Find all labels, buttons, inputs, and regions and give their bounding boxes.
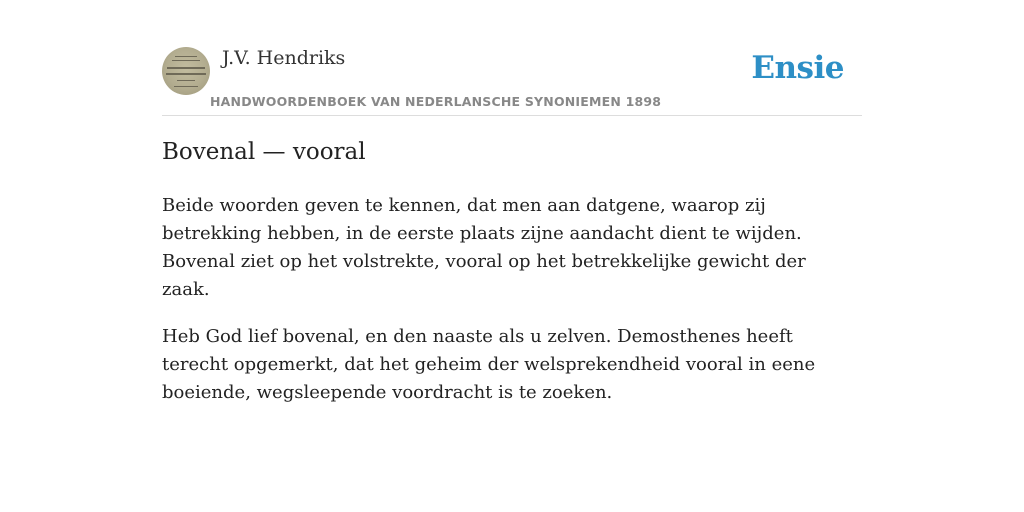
entry-header — [162, 44, 862, 116]
entry-paragraph: Heb God lief bovenal, en den naaste als u zelven. Demosthenes heeft terecht opgemerkt, dat het geheim der welsprekendheid vooral in eene boeiende, wegsleepende voordracht is te zoeken. — [162, 325, 816, 403]
entry-body — [162, 192, 852, 425]
brand-logo[interactable]: Ensie — [751, 50, 844, 86]
author-name[interactable]: J.V. Hendriks — [222, 47, 346, 69]
entry-title: Bovenal — vooral — [162, 139, 366, 165]
source-title[interactable]: HANDWOORDENBOEK VAN NEDERLANSCHE SYNONIEMEN 1898 — [210, 94, 662, 109]
entry-paragraph: Beide woorden geven te kennen, dat men aan datgene, waarop zij betrekking hebben, in de eerste plaats zijne aandacht dient te wijden. Bovenal ziet op het volstrekte, vooral op het betrekkelijke gewicht der zaak. — [162, 195, 806, 300]
author-avatar[interactable] — [162, 47, 210, 95]
